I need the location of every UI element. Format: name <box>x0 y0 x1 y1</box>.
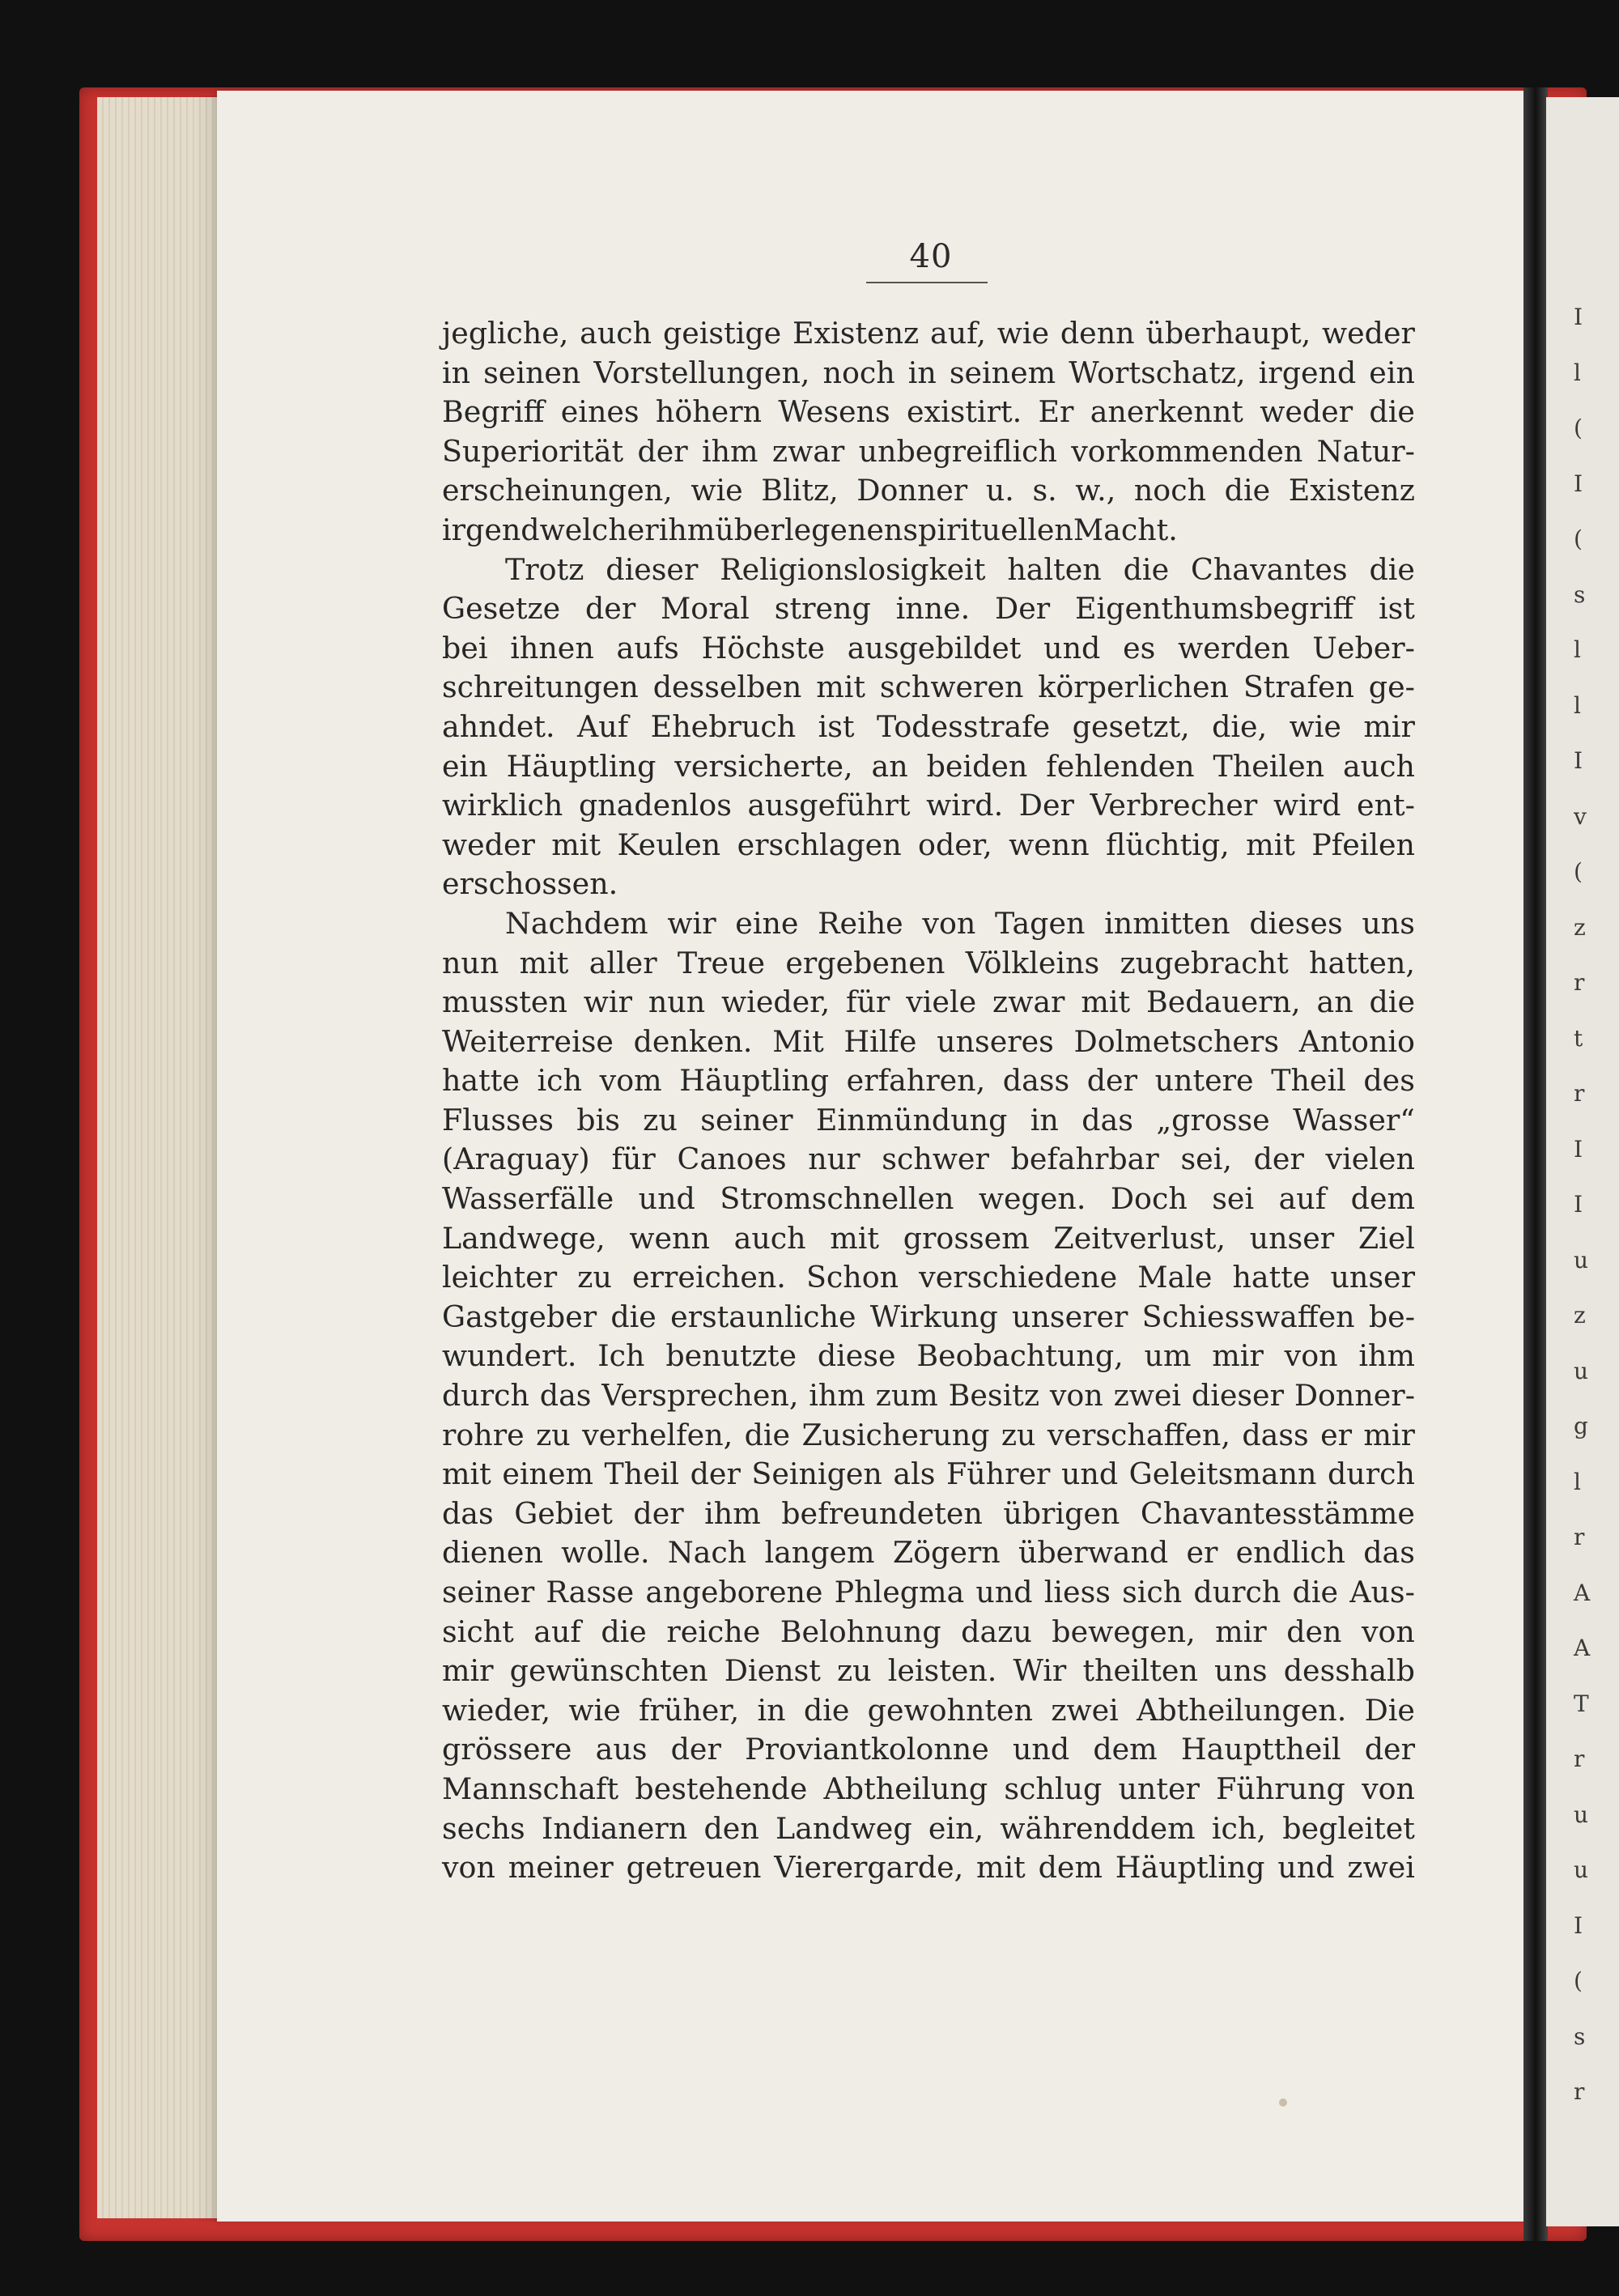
facing-page-glyph: A <box>1574 1635 1591 1661</box>
facing-page-glyph: I <box>1574 1191 1583 1218</box>
facing-page-edge <box>1546 97 1619 2226</box>
text-line: rohre zu verhelfen, die Zusicherung zu verschaffen, dass er mir <box>442 1417 1415 1452</box>
facing-page-glyph: u <box>1574 1856 1589 1883</box>
text-line: wundert. Ich benutzte diese Beobachtung, um mir von ihm <box>442 1338 1415 1374</box>
facing-page-glyph: z <box>1574 1302 1586 1329</box>
text-line: in seinen Vorstellungen, noch in seinem Wortschatz, irgend ein <box>442 355 1415 390</box>
text-line: Wasserfälle und Stromschnellen wegen. Doch sei auf dem <box>442 1181 1415 1217</box>
facing-page-glyph: t <box>1574 1024 1583 1052</box>
text-line: mussten wir nun wieder, für viele zwar mit Bedauern, an die <box>442 984 1415 1020</box>
text-line: mir gewünschten Dienst zu leisten. Wir theilten uns desshalb <box>442 1653 1415 1689</box>
facing-page-glyph: A <box>1574 1579 1591 1606</box>
text-line: ein Häuptling versicherte, an beiden fehlenden Theilen auch <box>442 748 1415 784</box>
text-line: weder mit Keulen erschlagen oder, wenn flüchtig, mit Pfeilen <box>442 827 1415 862</box>
text-line: das Gebiet der ihm befreundeten übrigen Chavantesstämme <box>442 1495 1415 1531</box>
text-line: schreitungen desselben mit schweren körperlichen Strafen ge- <box>442 670 1415 705</box>
text-line: sechs Indianern den Landweg ein, währenddem ich, begleitet <box>442 1810 1415 1846</box>
text-line: grössere aus der Proviantkolonne und dem Haupttheil der <box>442 1732 1415 1767</box>
facing-page-glyph: r <box>1574 1080 1585 1107</box>
text-line: ahndet. Auf Ehebruch ist Todesstrafe gesetzt, die, wie mir <box>442 708 1415 744</box>
facing-page-glyph: u <box>1574 1246 1589 1273</box>
text-line: Nachdem wir eine Reihe von Tagen inmitten dieses uns <box>505 905 1415 941</box>
facing-page-glyph: l <box>1574 636 1581 663</box>
facing-page-glyph: ( <box>1574 858 1583 885</box>
text-line: Mannschaft bestehende Abtheilung schlug unter Führung von <box>442 1771 1415 1806</box>
text-line: sicht auf die reiche Belohnung dazu bewegen, mir den von <box>442 1614 1415 1649</box>
text-line: mit einem Theil der Seinigen als Führer und Geleitsmann durch <box>442 1456 1415 1492</box>
text-line: Superiorität der ihm zwar unbegreiflich vorkommenden Natur- <box>442 433 1415 469</box>
facing-page-glyph: s <box>1574 580 1586 608</box>
facing-page-glyph: ( <box>1574 415 1583 441</box>
text-line: seiner Rasse angeborene Phlegma und liess sich durch die Aus- <box>442 1575 1415 1609</box>
page-number: 40 <box>909 238 953 275</box>
facing-page-glyph: I <box>1574 1135 1583 1163</box>
facing-page-glyph: u <box>1574 1357 1589 1384</box>
text-line: Flusses bis zu seiner Einmündung in das „grosse Wasser“ <box>442 1102 1415 1137</box>
facing-page-glyph: I <box>1574 470 1583 497</box>
text-line: von meiner getreuen Vierergarde, mit dem Häuptling und zwei <box>442 1850 1415 1886</box>
book-gutter <box>1523 87 1548 2241</box>
facing-page-glyph: ( <box>1574 1967 1583 1994</box>
facing-page-glyph: ( <box>1574 525 1583 552</box>
text-line: jegliche, auch geistige Existenz auf, wie denn überhaupt, weder <box>442 316 1415 351</box>
text-line: (Araguay) für Canoes nur schwer befahrbar sei, der vielen <box>442 1142 1415 1177</box>
text-line: Weiterreise denken. Mit Hilfe unseres Dolmetschers Antonio <box>442 1023 1415 1059</box>
page-number-rule <box>866 282 988 283</box>
facing-page-glyph: v <box>1574 802 1587 830</box>
text-line: wirklich gnadenlos ausgeführt wird. Der Verbrecher wird ent- <box>442 788 1415 823</box>
facing-page-glyph: l <box>1574 1468 1581 1495</box>
facing-page-glyph: T <box>1574 1690 1589 1717</box>
text-line: leichter zu erreichen. Schon verschiedene Male hatte unser <box>442 1260 1415 1295</box>
text-line: bei ihnen aufs Höchste ausgebildet und es werden Ueber- <box>442 630 1415 665</box>
facing-page-glyph: g <box>1574 1413 1588 1439</box>
text-line: erschossen. <box>442 866 618 902</box>
text-line: nun mit aller Treue ergebenen Völkleins zugebracht hatten, <box>442 945 1415 980</box>
facing-page-glyph: r <box>1574 1524 1585 1550</box>
facing-page-glyph: I <box>1574 747 1583 774</box>
facing-page-glyph: l <box>1574 359 1581 386</box>
facing-page-glyph: I <box>1574 304 1583 330</box>
text-line: Trotz dieser Religionslosigkeit halten die Chavantes die <box>505 551 1415 587</box>
facing-page-glyph: r <box>1574 1745 1585 1772</box>
facing-page-glyph: I <box>1574 1911 1583 1939</box>
facing-page-glyph: s <box>1574 2022 1586 2050</box>
text-line: Begriff eines höhern Wesens existirt. Er anerkennt weder die <box>442 394 1415 430</box>
facing-page-glyph: r <box>1574 2078 1585 2105</box>
facing-page-glyph: r <box>1574 969 1585 996</box>
text-line: Gastgeber die erstaunliche Wirkung unserer Schiesswaffen be- <box>442 1299 1415 1334</box>
text-line: Landwege, wenn auch mit grossem Zeitverlust, unser Ziel <box>442 1220 1415 1256</box>
text-line: durch das Versprechen, ihm zum Besitz von zwei dieser Donner- <box>442 1378 1415 1414</box>
text-line: irgend welcher ihm überlegenen spirituellen Macht. <box>442 512 1178 547</box>
text-line: wieder, wie früher, in die gewohnten zwei Abtheilungen. Die <box>442 1692 1415 1728</box>
paper-spot <box>1279 2098 1287 2107</box>
body-text <box>442 314 1415 1888</box>
facing-page-glyph: z <box>1574 913 1586 941</box>
facing-page-glyph: l <box>1574 691 1581 719</box>
text-line: hatte ich vom Häuptling erfahren, dass der untere Theil des <box>442 1063 1415 1099</box>
text-line: Gesetze der Moral streng inne. Der Eigenthumsbegriff ist <box>442 591 1415 627</box>
text-line: dienen wolle. Nach langem Zögern überwand er endlich das <box>442 1535 1415 1571</box>
facing-page-glyph: u <box>1574 1801 1589 1828</box>
text-line: erscheinungen, wie Blitz, Donner u. s. w., noch die Existenz <box>442 473 1415 508</box>
